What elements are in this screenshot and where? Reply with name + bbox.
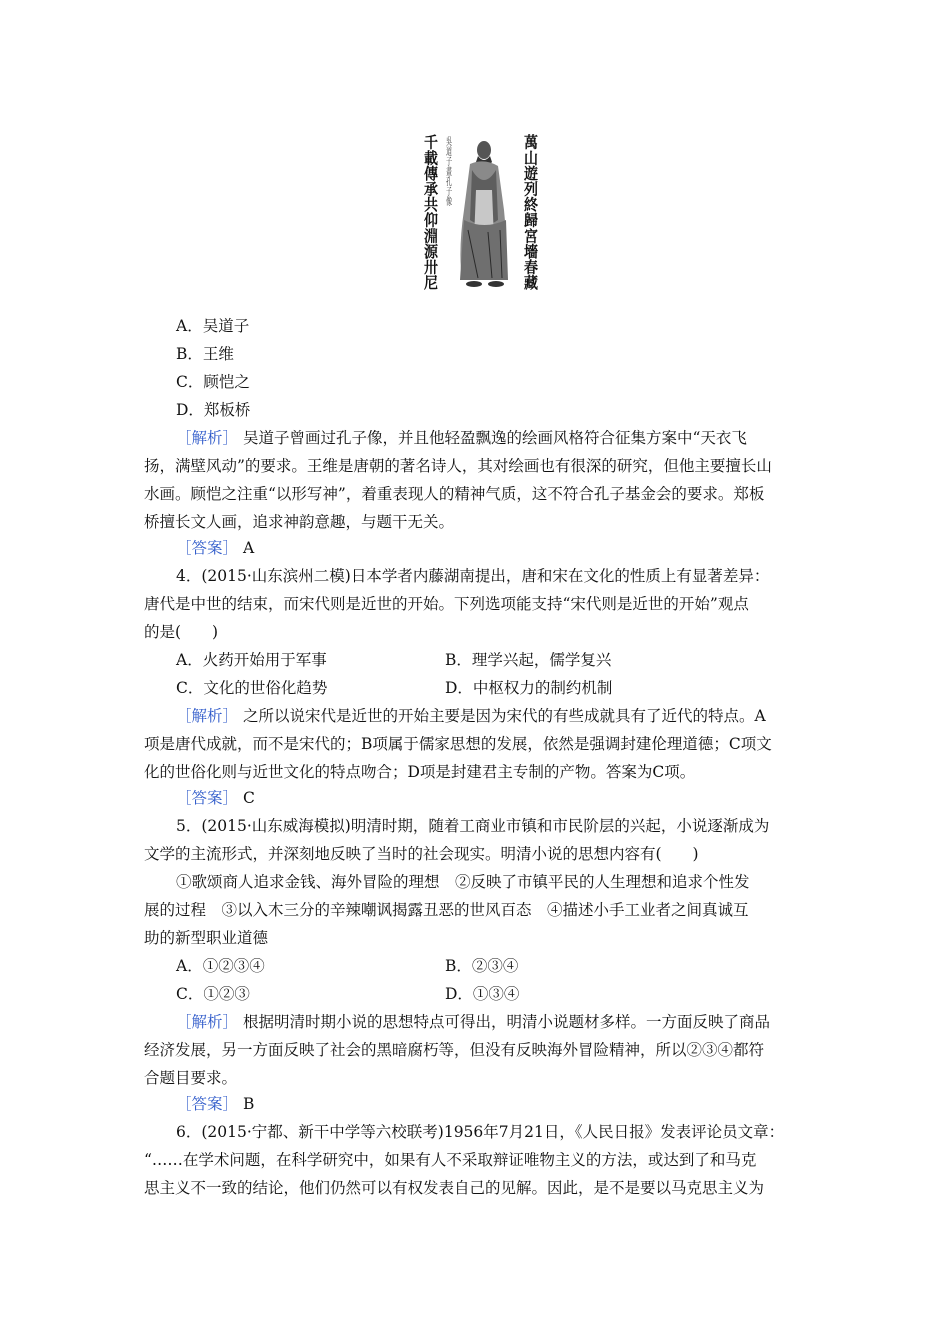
q3-option-b: B．王维 [176, 345, 234, 363]
q5-option-d: D．①③④ [445, 985, 520, 1003]
q3-analysis-line-4: 桥擅长文人画，追求神韵意趣，与题干无关。 [144, 513, 455, 531]
q4-options-row-1 [176, 646, 816, 674]
portrait-illustration [418, 130, 544, 295]
q6-stem-line-1: 6．(2015·宁都、新干中学等六校联考)1956年7月21日，《人民日报》发表评论员文章： [176, 1123, 785, 1141]
q4-answer-value: C [242, 789, 255, 807]
q3-option-c: C．顾恺之 [176, 373, 250, 391]
answer-tag: ［答案］ [176, 1095, 239, 1113]
q4-analysis-line-1 [176, 702, 816, 730]
q4-analysis-line-2: 项是唐代成就，而不是宋代的；B项属于儒家思想的发展，依然是强调封建伦理道德；C项文 [144, 735, 772, 753]
analysis-tag: ［解析］ [176, 707, 239, 725]
q5-option-c: C．①②③ [176, 985, 250, 1003]
small-inscription: 吳道子畫孔子像 [444, 136, 452, 178]
q4-stem-line-2: 唐代是中世的结束，而宋代则是近世的开始。下列选项能支持“宋代则是近世的开始”观点 [144, 595, 749, 613]
q5-analysis-line-2: 经济发展，另一方面反映了社会的黑暗腐朽等，但没有反映海外冒险精神，所以②③④都符 [144, 1041, 765, 1059]
q5-analysis-line-1 [176, 1008, 816, 1036]
analysis-tag: ［解析］ [176, 429, 239, 447]
confucius-portrait-image [418, 130, 544, 295]
q3-analysis-line-2: 扬，满壁风动”的要求。王维是唐朝的著名诗人，其对绘画也有很深的研究，但他主要擅长山 [144, 457, 772, 475]
q4-analysis-text-1: 之所以说宋代是近世的开始主要是因为宋代的有些成就具有了近代的特点。A [242, 707, 766, 725]
q3-analysis-line-1 [176, 424, 816, 452]
q4-option-b: B．理学兴起，儒学复兴 [445, 651, 612, 669]
q5-answer-line [176, 1090, 816, 1118]
q3-option-d: D．郑板桥 [176, 401, 251, 419]
q5-items-line-1: ①歌颂商人追求金钱、海外冒险的理想 ②反映了市镇平民的人生理想和追求个性发 [176, 873, 750, 891]
answer-tag: ［答案］ [176, 789, 239, 807]
q4-option-d: D．中枢权力的制约机制 [445, 679, 613, 697]
q5-answer-value: B [242, 1095, 255, 1113]
q4-option-a: A．火药开始用于军事 [176, 651, 327, 669]
q5-analysis-line-3: 合题目要求。 [144, 1069, 238, 1087]
q5-option-b: B．②③④ [445, 957, 519, 975]
q4-stem-line-1: 4．(2015·山东滨州二模)日本学者内藤湖南提出，唐和宋在文化的性质上有显著差异： [176, 567, 770, 585]
q4-options-row-2 [176, 674, 816, 702]
q3-analysis-line-3: 水画。顾恺之注重“以形写神”，着重表现人的精神气质，这不符合孔子基金会的要求。郑板 [144, 485, 765, 503]
q5-stem-line-2: 文学的主流形式，并深刻地反映了当时的社会现实。明清小说的思想内容有( ) [144, 845, 699, 863]
q5-options-row-1 [176, 952, 816, 980]
q6-stem-line-2: “……在学术问题，在科学研究中，如果有人不采取辩证唯物主义的方法，或达到了和马克 [144, 1151, 757, 1169]
answer-tag: ［答案］ [176, 539, 239, 557]
q3-analysis-text-1: 吴道子曾画过孔子像，并且他轻盈飘逸的绘画风格符合征集方案中“天衣飞 [242, 429, 747, 447]
q6-stem-line-3: 思主义不一致的结论，他们仍然可以有权发表自己的见解。因此，是不是要以马克思主义为 [144, 1179, 765, 1197]
q3-option-a: A．吴道子 [176, 317, 250, 335]
left-calligraphy: 千載傳承共仰淵源卅尼 [422, 134, 438, 274]
q5-option-a: A．①②③④ [176, 957, 265, 975]
q4-stem-line-3: 的是( ) [144, 623, 219, 641]
q5-items-line-3: 助的新型职业道德 [144, 929, 269, 947]
q5-items-line-2: 展的过程 ③以入木三分的辛辣嘲讽揭露丑恶的世风百态 ④描述小手工业者之间真诚互 [144, 901, 749, 919]
q4-option-c: C．文化的世俗化趋势 [176, 679, 328, 697]
right-calligraphy: 萬山遊列終歸宮墻春藏 [522, 134, 538, 274]
q3-answer-value: A [242, 539, 255, 557]
q5-analysis-text-1: 根据明清时期小说的思想特点可得出，明清小说题材多样。一方面反映了商品 [242, 1013, 770, 1031]
q4-analysis-line-3: 化的世俗化则与近世文化的特点吻合；D项是封建君主专制的产物。答案为C项。 [144, 763, 696, 781]
q4-answer-line [176, 784, 816, 812]
analysis-tag: ［解析］ [176, 1013, 239, 1031]
q5-options-row-2 [176, 980, 816, 1008]
q5-stem-line-1: 5．(2015·山东威海模拟)明清时期，随着工商业市镇和市民阶层的兴起，小说逐渐成为 [176, 817, 770, 835]
q3-answer-line [176, 534, 816, 562]
